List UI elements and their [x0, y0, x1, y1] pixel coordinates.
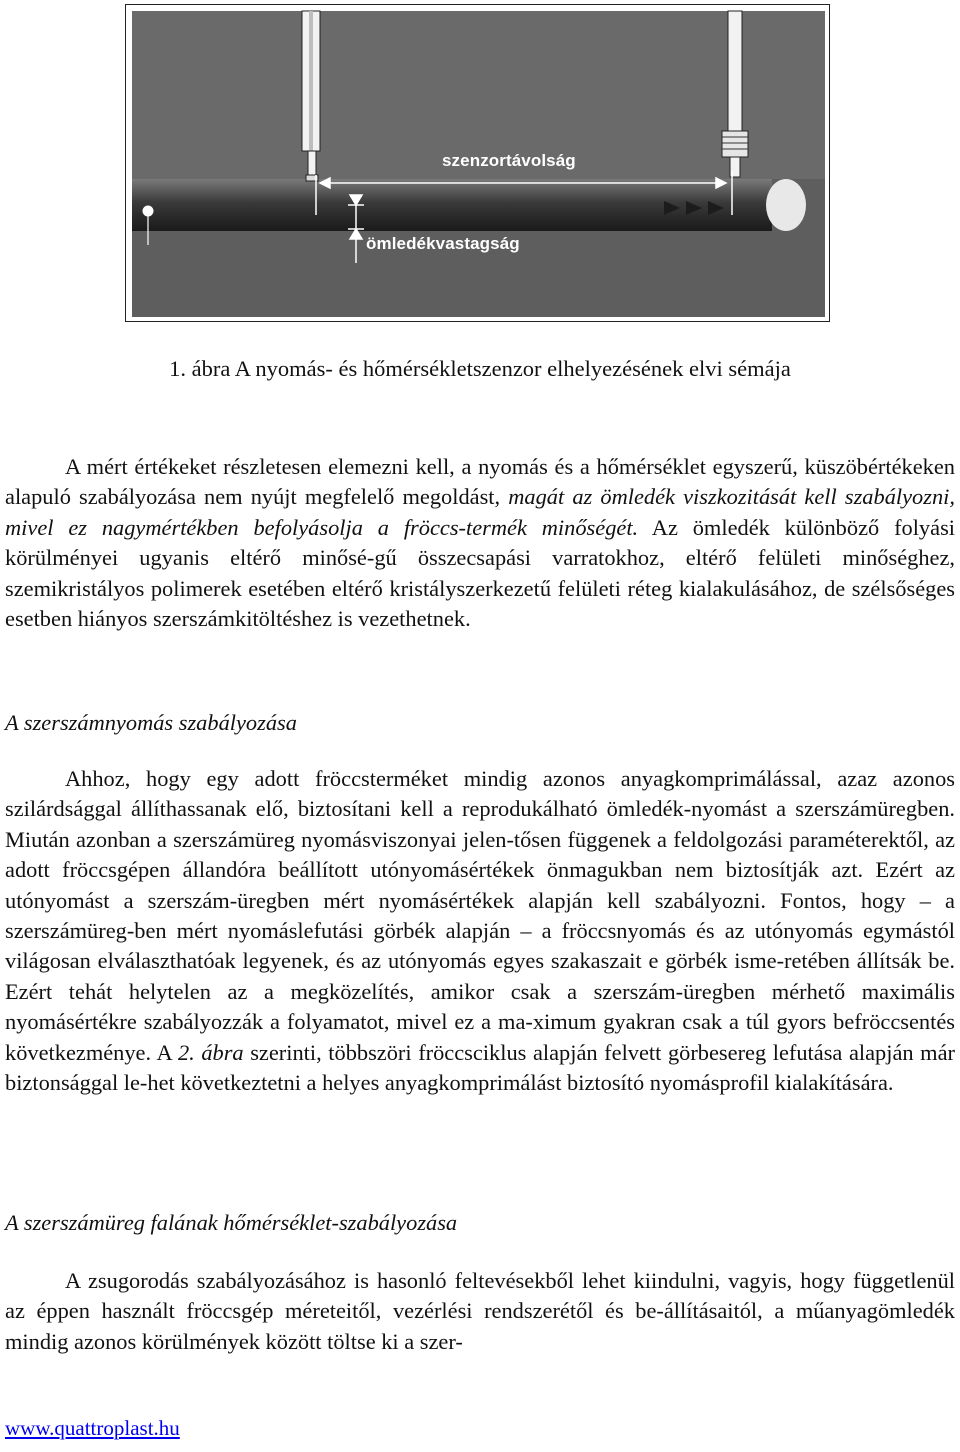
figure-2-reference: 2. ábra	[177, 1039, 244, 1065]
flow-front	[766, 179, 806, 231]
figure-sensor-schematic	[125, 4, 830, 322]
paragraph-pressure-text-2: szerinti, többszöri fröccsciklus alapján felvett görbesereg lefutása alapján már biztonsággal le-het következtetni a helyes anyagkomprimálást biztosító nyomásprofil kialakítására.	[5, 1039, 955, 1096]
section-heading-temperature: A szerszámüreg falának hőmérséklet-szabályozása	[5, 1210, 458, 1235]
label-sensor-distance: szenzortávolság	[442, 151, 576, 170]
paragraph-intro-text-2: Az ömledék különböző folyási körülményei ugyanis eltérő minősé-gű összecsapási varratokhoz, eltérő felületi minőséghez, szemikristályos polimerek esetében eltérő kristályszerkezetű felületi réteg kialakulásához, de szélsőséges esetben hiányos szerszámkitöltéshez is vezethetnek.	[5, 514, 956, 632]
section-heading-pressure: A szerszámnyomás szabályozása	[5, 710, 297, 735]
melt-channel	[132, 179, 772, 231]
website-link[interactable]: www.quattroplast.hu	[5, 1416, 180, 1440]
paragraph-intro-text-1: A mért értékeket részletesen elemezni kell, a nyomás és a hőmérséklet egyszerű, küszöbértékeken alapuló szabályozása nem nyújt megfelelő megoldást,	[5, 454, 955, 510]
paragraph-temperature-text: A zsugorodás szabályozásához is hasonló feltevésekből lehet kiindulni, vagyis, hogy függetlenül az éppen használt fröccsgép méreteitől, vezérlési rendszerétől és be-állításaitól, a műanyagömledék mindig azonos körülmények között töltse ki a szer-	[5, 1268, 955, 1354]
paragraph-pressure-text-1: Ahhoz, hogy egy adott fröccsterméket mindig azonos anyagkomprimálással, azaz azonos szilárdsággal állíthassanak elő, biztosítani kell a reprodukálható ömledék-nyomást a szerszámüregben. Miután azonban a szerszámüreg nyomásviszonyai jelen-tősen függenek a feldolgozási paraméterektől, az adott fröccsgépen állandóra beállított utónyomásértékek önmagukban nem biztosítják azt. Ezért az utónyomást a szerszám-üregben mért nyomásértékek alapján kell szabályozni. Fontos, hogy – a szerszámüreg-ben mért nyomáslefutási görbék alapján – a fröccsnyomás és az utónyomás egymástól világosan elválaszthatóak legyenek, és az utónyomás egyes szakaszait e görbék isme-retében állítsák be. Ezért tehát helytelen az a megközelítés, amikor csak a szerszám-üregben mérhető maximális nyomásértékre szabályozzák a folyamatot, mivel ez a ma-ximum gyakran csak a túl gyors befröccsentés következménye. A	[5, 766, 955, 1065]
paragraph-intro	[5, 452, 955, 634]
paragraph-temperature	[5, 1266, 955, 1357]
paragraph-pressure	[5, 764, 955, 1098]
paragraph-intro-emphasis: magát az ömledék viszkozitását kell szabályozni, mivel ez nagymértékben befolyásolja a fröccs-termék minőségét.	[5, 484, 955, 540]
label-melt-thickness: ömledékvastagság	[366, 234, 520, 253]
figure-caption: 1. ábra A nyomás- és hőmérsékletszenzor elhelyezésének elvi sémája	[169, 356, 791, 381]
